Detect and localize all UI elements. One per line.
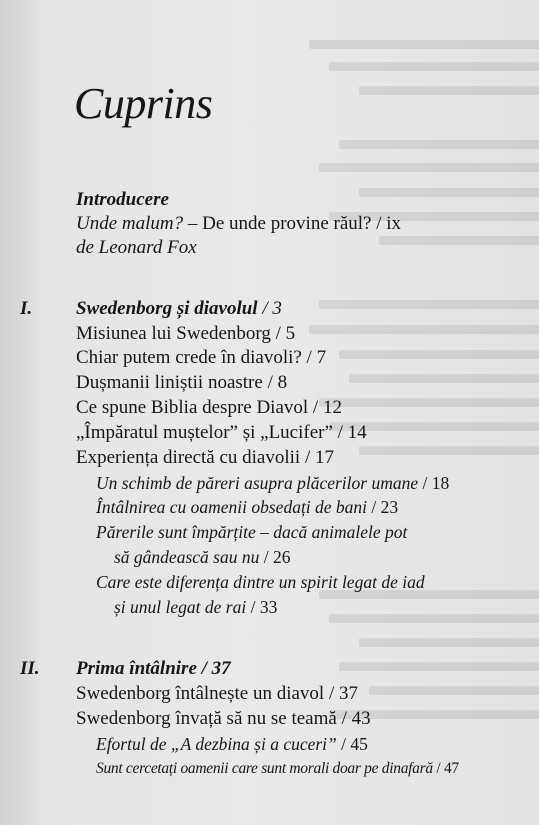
toc-item: Misiunea lui Swedenborg / 5 — [76, 323, 296, 344]
toc-subitem-page: / 18 — [418, 473, 450, 493]
toc-item: Chiar putem crede în diavoli? / 7 — [76, 347, 327, 368]
toc-subitem-title: să gândească sau nu — [114, 547, 260, 567]
toc-subitem: Părerile sunt împărțite – dacă animalele pot — [96, 522, 408, 542]
intro-entry — [76, 212, 401, 236]
toc-subitem — [96, 757, 459, 781]
toc-item: Ce spune Biblia despre Diavol / 12 — [76, 397, 342, 418]
toc-subitem-title: Un schimb de păreri asupra plăcerilor umane — [96, 473, 419, 493]
toc-subitem-continued — [114, 595, 277, 619]
toc-item: Swedenborg întâlnește un diavol / 37 — [76, 683, 358, 704]
toc-item: Experiența directă cu diavolii / 17 — [76, 447, 334, 468]
chapter-2-number: II. — [20, 658, 40, 679]
chapter-1-title: Swedenborg și diavolul — [76, 298, 258, 319]
page-title: Cuprins — [74, 79, 213, 128]
toc-item: „Împăratul muștelor” și „Lucifer” / 14 — [76, 422, 367, 443]
chapter-1-number: I. — [20, 298, 33, 319]
toc-subitem: Care este diferența dintre un spirit legat de iad — [96, 572, 425, 592]
intro-author: de Leonard Fox — [76, 237, 197, 258]
toc-subitem-title: și unul legat de rai — [114, 597, 247, 617]
chapter-2-title: Prima întâlnire — [76, 658, 197, 679]
toc-subitem-title: Întâlnirea cu oamenii obsedați de bani — [96, 497, 368, 517]
toc-subitem — [96, 471, 449, 495]
toc-subitem-page: / 23 — [367, 497, 399, 517]
toc-subitem-continued — [114, 545, 290, 569]
toc-subitem-page: / 47 — [432, 760, 459, 777]
toc-subitem — [96, 495, 398, 519]
toc-item: Swedenborg învață să nu se teamă / 43 — [76, 708, 371, 729]
intro-entry-latin: Unde malum? — [76, 213, 184, 234]
toc-subitem-page: / 45 — [336, 734, 368, 754]
chapter-1-page: / 3 — [257, 298, 282, 319]
toc-subitem-page: / 33 — [246, 597, 278, 617]
toc-subitem — [96, 732, 368, 756]
chapter-2-page: / 37 — [196, 658, 231, 679]
toc-subitem-title: Sunt cercetați oamenii care sunt morali doar pe dinafară — [96, 760, 433, 777]
toc-item: Dușmanii liniștii noastre / 8 — [76, 372, 288, 393]
toc-subitem-page: / 26 — [259, 547, 291, 567]
toc-subitem-title: Efortul de „A dezbina și a cuceri” — [96, 734, 337, 754]
intro-heading: Introducere — [76, 189, 169, 210]
intro-entry-rest: – De unde provine răul? / ix — [183, 213, 402, 234]
